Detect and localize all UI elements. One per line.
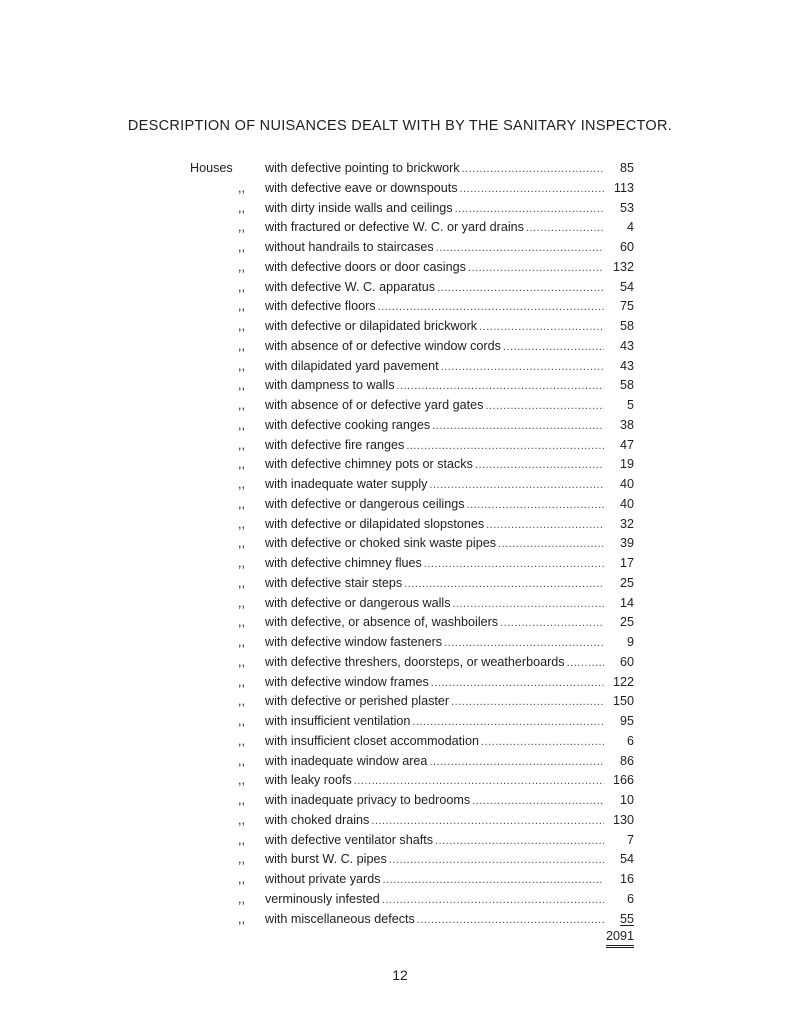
item-description: without private yards xyxy=(265,872,381,886)
list-item xyxy=(190,260,634,280)
ditto-mark: ,, xyxy=(238,398,245,412)
item-description: with defective threshers, doorsteps, or weatherboards xyxy=(265,654,565,669)
dot-leader xyxy=(378,301,604,313)
item-description: with insufficient closet accommodation xyxy=(265,733,479,748)
item-description: with dampness to walls xyxy=(265,378,395,393)
item-count: 10 xyxy=(619,793,634,807)
item-description: with defective or choked sink waste pipes xyxy=(265,536,497,551)
item-count: 54 xyxy=(619,279,634,294)
item-count: 43 xyxy=(619,358,634,373)
ditto-mark: ,, xyxy=(238,615,245,630)
list-item xyxy=(190,418,634,438)
ditto-mark: ,, xyxy=(238,516,245,531)
item-description: with defective, or absence of, washboilers xyxy=(265,615,499,630)
item-description: with defective or dilapidated brickwork xyxy=(265,319,478,333)
list-item xyxy=(190,596,634,616)
list-item xyxy=(190,319,634,339)
dot-leader xyxy=(472,795,604,807)
item-count: 6 xyxy=(626,733,634,748)
nuisance-list xyxy=(190,161,634,931)
item-count: 166 xyxy=(612,773,634,788)
ditto-mark: ,, xyxy=(238,733,245,748)
item-count: 95 xyxy=(619,714,634,728)
ditto-mark: ,, xyxy=(238,753,245,768)
dot-leader xyxy=(481,736,604,748)
item-description: with absence of or defective yard gates xyxy=(265,398,484,412)
item-description: with defective or perished plaster xyxy=(265,694,450,709)
ditto-mark: ,, xyxy=(238,378,245,393)
item-count: 14 xyxy=(619,595,634,610)
list-item xyxy=(190,438,634,458)
ditto-mark: ,, xyxy=(238,556,245,570)
item-description: with choked drains xyxy=(265,812,370,827)
dot-leader xyxy=(498,538,604,550)
item-count: 150 xyxy=(612,694,634,709)
dot-leader xyxy=(567,657,604,669)
item-count: 86 xyxy=(619,753,634,768)
list-item xyxy=(190,517,634,537)
item-count: 25 xyxy=(619,575,634,590)
ditto-mark: ,, xyxy=(238,417,245,432)
list-item xyxy=(190,694,634,714)
ditto-mark: ,, xyxy=(238,911,245,926)
dot-leader xyxy=(354,775,604,787)
list-item xyxy=(190,675,634,695)
item-description: with absence of or defective window cords xyxy=(265,338,501,353)
item-count: 40 xyxy=(619,477,634,491)
item-description: with defective floors xyxy=(265,299,376,314)
dot-leader xyxy=(455,203,604,215)
dot-leader xyxy=(479,321,604,333)
ditto-mark: ,, xyxy=(238,536,245,551)
ditto-mark: ,, xyxy=(238,457,245,472)
list-item xyxy=(190,398,634,418)
ditto-mark: ,, xyxy=(238,832,245,847)
item-description: with defective W. C. apparatus xyxy=(265,279,436,294)
item-count: 132 xyxy=(612,259,634,274)
list-item xyxy=(190,477,634,497)
dot-leader xyxy=(382,894,604,906)
item-count: 17 xyxy=(619,556,634,570)
item-count: 7 xyxy=(626,832,634,847)
ditto-mark: ,, xyxy=(238,319,245,333)
dot-leader xyxy=(406,440,604,452)
ditto-mark: ,, xyxy=(238,279,245,294)
item-count: 55 xyxy=(619,911,634,926)
ditto-mark: ,, xyxy=(238,200,245,215)
ditto-mark: ,, xyxy=(238,635,245,649)
item-count: 40 xyxy=(619,496,634,511)
item-description: with defective window fasteners xyxy=(265,635,443,649)
list-item xyxy=(190,714,634,734)
ditto-mark: ,, xyxy=(238,654,245,669)
item-description: with defective stair steps xyxy=(265,575,403,590)
ditto-mark: ,, xyxy=(238,872,245,886)
ditto-mark: ,, xyxy=(238,714,245,728)
dot-leader xyxy=(467,499,604,511)
item-description: with leaky roofs xyxy=(265,773,352,788)
grand-total xyxy=(580,929,634,948)
item-description: with inadequate privacy to bedrooms xyxy=(265,793,471,807)
ditto-mark: ,, xyxy=(238,575,245,590)
item-count: 32 xyxy=(619,516,634,531)
item-count: 19 xyxy=(619,457,634,472)
list-item xyxy=(190,813,634,833)
ditto-mark: ,, xyxy=(238,437,245,452)
item-count: 58 xyxy=(619,319,634,333)
page-heading: DESCRIPTION OF NUISANCES DEALT WITH BY THE SANITARY INSPECTOR. xyxy=(127,118,673,134)
item-description: with fractured or defective W. C. or yard drains xyxy=(265,220,524,235)
item-count: 39 xyxy=(619,536,634,551)
dot-leader xyxy=(435,835,604,847)
dot-leader xyxy=(404,578,604,590)
item-count: 53 xyxy=(619,200,634,215)
item-description: with inadequate window area xyxy=(265,753,428,768)
dot-leader xyxy=(429,479,604,491)
item-count: 130 xyxy=(612,812,634,827)
ditto-mark: ,, xyxy=(238,358,245,373)
item-description: with defective window frames xyxy=(265,674,429,689)
ditto-mark: ,, xyxy=(238,299,245,314)
item-description: with dirty inside walls and ceilings xyxy=(265,200,453,215)
item-count: 60 xyxy=(619,240,634,254)
dot-leader xyxy=(441,361,604,373)
list-item xyxy=(190,280,634,300)
dot-leader xyxy=(460,183,604,195)
list-item xyxy=(190,497,634,517)
dot-leader xyxy=(453,598,604,610)
item-description: with defective or dangerous ceilings xyxy=(265,496,465,511)
ditto-mark: ,, xyxy=(238,180,245,195)
dot-leader xyxy=(412,716,604,728)
item-description: with defective chimney pots or stacks xyxy=(265,457,473,472)
ditto-mark: ,, xyxy=(238,852,245,867)
dot-leader xyxy=(503,341,604,353)
ditto-mark: ,, xyxy=(238,240,245,254)
item-count: 9 xyxy=(626,635,634,649)
ditto-mark: ,, xyxy=(238,595,245,610)
list-item xyxy=(190,576,634,596)
dot-leader xyxy=(383,874,605,886)
list-item xyxy=(190,793,634,813)
item-prefix: Houses xyxy=(190,161,233,175)
dot-leader xyxy=(431,677,604,689)
ditto-mark: ,, xyxy=(238,694,245,709)
dot-leader xyxy=(444,637,604,649)
item-count: 58 xyxy=(619,378,634,393)
item-description: with defective or dilapidated slopstones xyxy=(265,516,485,531)
item-description: verminously infested xyxy=(265,891,380,906)
item-description: with insufficient ventilation xyxy=(265,714,411,728)
list-item xyxy=(190,734,634,754)
item-count: 113 xyxy=(613,180,634,195)
item-count: 25 xyxy=(619,615,634,630)
list-item xyxy=(190,378,634,398)
ditto-mark: ,, xyxy=(238,793,245,807)
item-count: 38 xyxy=(619,417,634,432)
item-description: with defective cooking ranges xyxy=(265,417,431,432)
item-description: with defective fire ranges xyxy=(265,437,405,452)
dot-leader xyxy=(371,815,604,827)
item-description: with defective chimney flues xyxy=(265,556,422,570)
item-description: with defective eave or downspouts xyxy=(265,180,458,195)
dot-leader xyxy=(424,558,604,570)
dot-leader xyxy=(389,854,604,866)
item-description: with dilapidated yard pavement xyxy=(265,358,439,373)
ditto-mark: ,, xyxy=(238,338,245,353)
list-item xyxy=(190,457,634,477)
item-count: 16 xyxy=(619,872,634,886)
item-count: 75 xyxy=(619,299,634,314)
dot-leader xyxy=(468,262,604,274)
item-count: 4 xyxy=(626,220,634,235)
item-description: with burst W. C. pipes xyxy=(265,852,387,867)
page-number: 12 xyxy=(392,967,408,983)
ditto-mark: ,, xyxy=(238,891,245,906)
list-item xyxy=(190,833,634,853)
list-item xyxy=(190,773,634,793)
dot-leader xyxy=(486,519,604,531)
list-item xyxy=(190,635,634,655)
list-item xyxy=(190,892,634,912)
item-count: 6 xyxy=(626,891,634,906)
list-item xyxy=(190,852,634,872)
item-count: 43 xyxy=(619,338,634,353)
list-item xyxy=(190,655,634,675)
dot-leader xyxy=(475,459,604,471)
ditto-mark: ,, xyxy=(238,812,245,827)
list-item xyxy=(190,536,634,556)
item-count: 85 xyxy=(619,161,634,175)
list-item xyxy=(190,872,634,892)
grand-total-value: 2091 xyxy=(606,930,634,948)
dot-leader xyxy=(500,617,604,629)
ditto-mark: ,, xyxy=(238,496,245,511)
item-count: 5 xyxy=(626,398,634,412)
list-item xyxy=(190,359,634,379)
list-item xyxy=(190,240,634,260)
item-count: 47 xyxy=(619,437,634,452)
list-item xyxy=(190,339,634,359)
item-count: 60 xyxy=(619,654,634,669)
item-description: with defective ventilator shafts xyxy=(265,832,433,847)
ditto-mark: ,, xyxy=(238,477,245,491)
item-description: without handrails to staircases xyxy=(265,240,434,254)
ditto-mark: ,, xyxy=(238,674,245,689)
list-item xyxy=(190,556,634,576)
item-description: with miscellaneous defects xyxy=(265,911,415,926)
item-description: with defective doors or door casings xyxy=(265,259,466,274)
list-item xyxy=(190,220,634,240)
ditto-mark: ,, xyxy=(238,773,245,788)
item-count: 122 xyxy=(612,674,634,689)
dot-leader xyxy=(485,400,604,412)
dot-leader xyxy=(417,914,604,926)
dot-leader xyxy=(462,163,604,175)
item-count: 54 xyxy=(619,852,634,867)
dot-leader xyxy=(432,420,604,432)
item-description: with defective or dangerous walls xyxy=(265,595,451,610)
list-item xyxy=(190,201,634,221)
list-item xyxy=(190,912,634,932)
list-item xyxy=(190,299,634,319)
list-item xyxy=(190,754,634,774)
item-description: with inadequate water supply xyxy=(265,477,428,491)
dot-leader xyxy=(451,696,604,708)
list-item xyxy=(190,615,634,635)
dot-leader xyxy=(429,756,604,768)
item-description: with defective pointing to brickwork xyxy=(265,161,460,175)
ditto-mark: ,, xyxy=(238,220,245,235)
dot-leader xyxy=(526,222,604,234)
ditto-mark: ,, xyxy=(238,259,245,274)
dot-leader xyxy=(397,380,605,392)
dot-leader xyxy=(436,242,604,254)
list-item xyxy=(190,181,634,201)
dot-leader xyxy=(437,282,604,294)
list-item xyxy=(190,161,634,181)
